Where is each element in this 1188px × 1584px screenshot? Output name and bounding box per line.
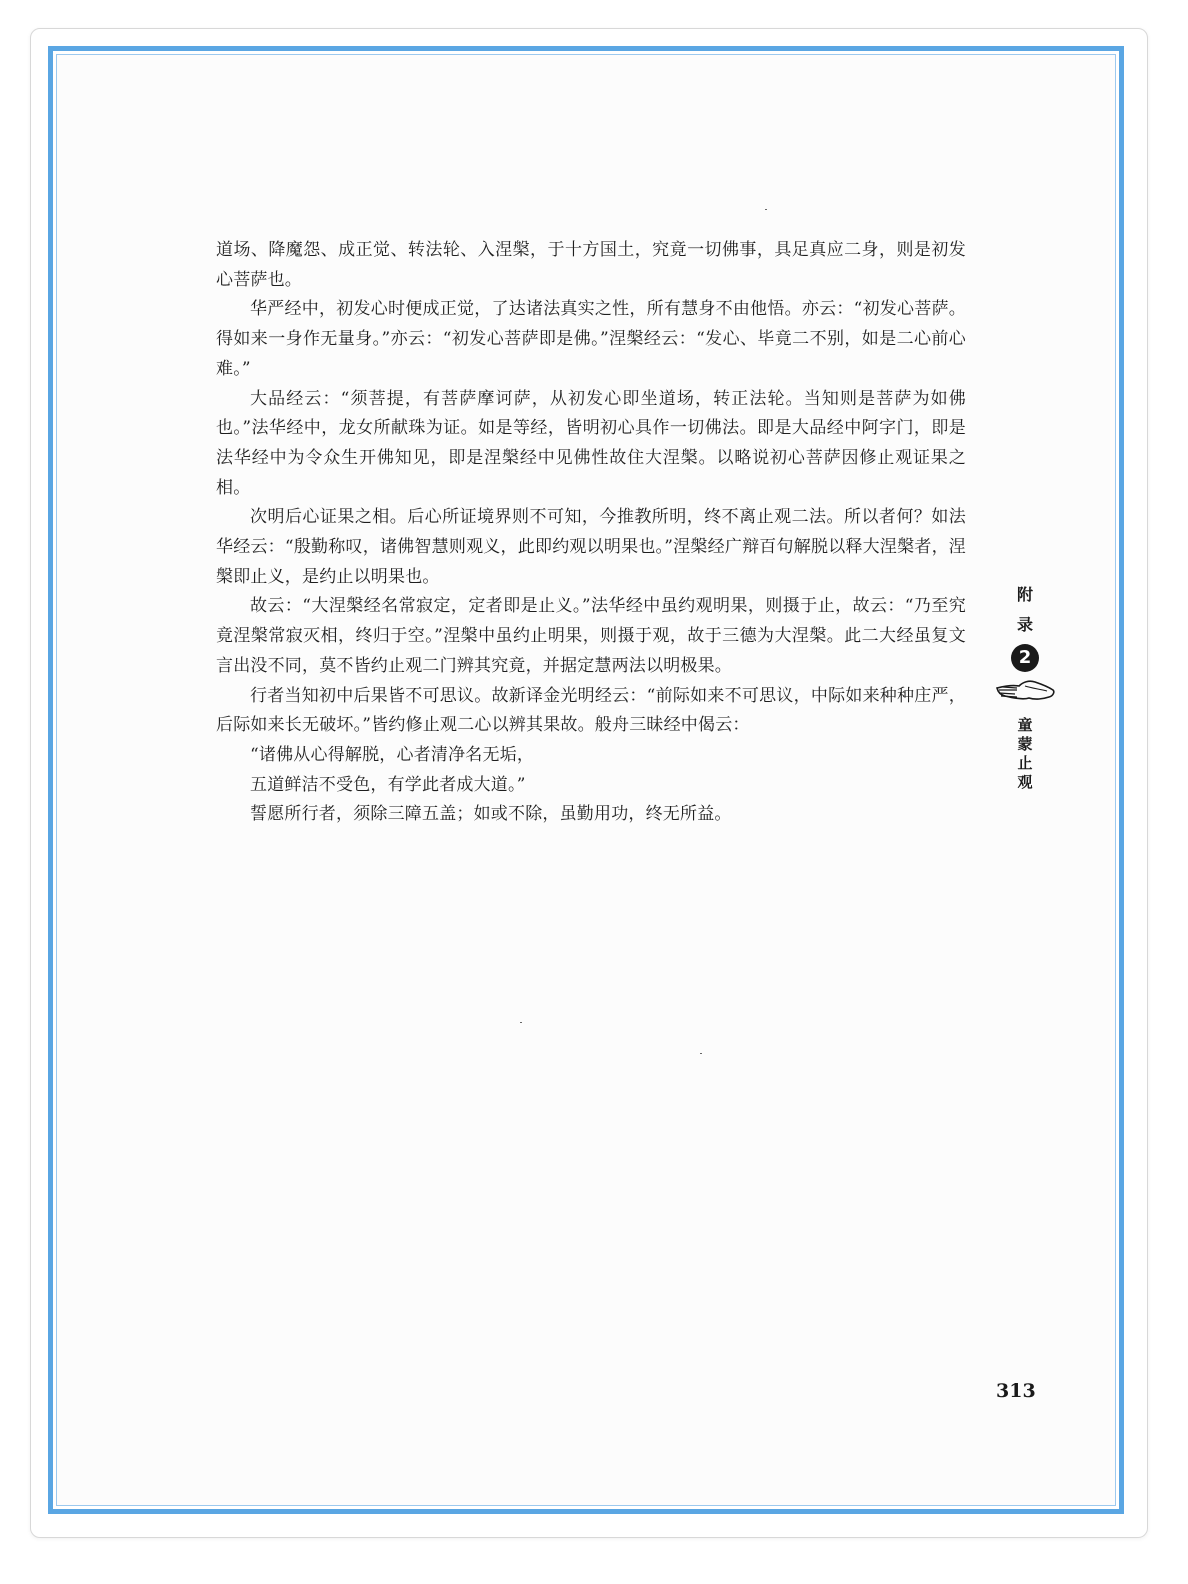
paragraph: 誓愿所行者，须除三障五盖；如或不除，虽勤用功，终无所益。 (250, 804, 732, 825)
body-text (216, 236, 966, 830)
side-tab-title-char: 童 (1017, 716, 1033, 734)
paragraph: 行者当知初中后果皆不可思议。故新译金光明经云：“前际如来不可思议，中际如来种种庄严，后际如来长无破坏。”皆约修止观二心以辨其果故。般舟三昧经中偈云： (216, 685, 966, 736)
scan-speck (520, 1022, 522, 1023)
scan-speck (700, 1053, 702, 1054)
chapter-side-tab (995, 580, 1055, 792)
paragraph: 故云：“大涅槃经名常寂定，定者即是止义。”法华经中虽约观明果，则摄于止，故云：“乃至究竟涅槃常寂灭相，终归于空。”涅槃中虽约止明果，则摄于观，故于三德为大涅槃。此二大经虽复文言出没不同，莫不皆约止观二门辨其究竟，并据定慧两法以明极果。 (216, 596, 966, 676)
side-tab-char: 录 (1016, 615, 1033, 634)
verse-line: 五道鲜洁不受色，有学此者成大道。” (250, 774, 526, 795)
paragraph: 次明后心证果之相。后心所证境界则不可知，今推教所明，终不离止观二法。所以者何？如法华经云：“殷勤称叹，诸佛智慧则观义，此即约观以明果也。”涅槃经广辩百句解脱以释大涅槃者，涅槃即止义，是约止以明果也。 (216, 507, 966, 587)
page-number: 313 (996, 1380, 1036, 1402)
side-tab-title-char: 止 (1017, 754, 1033, 772)
side-tab-title-char: 观 (1017, 773, 1033, 791)
side-tab-char: 附 (1016, 585, 1033, 604)
appendix-number-badge: 2 (1011, 644, 1039, 672)
paragraph: 道场、降魔怨、成正觉、转法轮、入涅槃，于十方国土，究竟一切佛事，具足真应二身，则是初发心菩萨也。 (216, 240, 966, 290)
side-tab-title-char: 蒙 (1017, 735, 1033, 753)
scan-speck (765, 209, 767, 210)
verse-line: “诸佛从心得解脱，心者清净名无垢， (250, 744, 535, 765)
paragraph: 华严经中，初发心时便成正觉，了达诸法真实之性，所有慧身不由他悟。亦云：“初发心菩萨。得如来一身作无量身。”亦云：“初发心菩萨即是佛。”涅槃经云：“发心、毕竟二不别，如是二心前心难。” (216, 299, 966, 379)
paragraph: 大品经云：“须菩提，有菩萨摩诃萨，从初发心即坐道场，转正法轮。当知则是菩萨为如佛也。”法华经中，龙女所献珠为证。如是等经，皆明初心具作一切佛法。即是大品经中阿字门，即是法华经中为令众生开佛知见，即是涅槃经中见佛性故住大涅槃。以略说初心菩萨因修止观证果之相。 (216, 388, 966, 498)
hand-icon (995, 676, 1057, 706)
